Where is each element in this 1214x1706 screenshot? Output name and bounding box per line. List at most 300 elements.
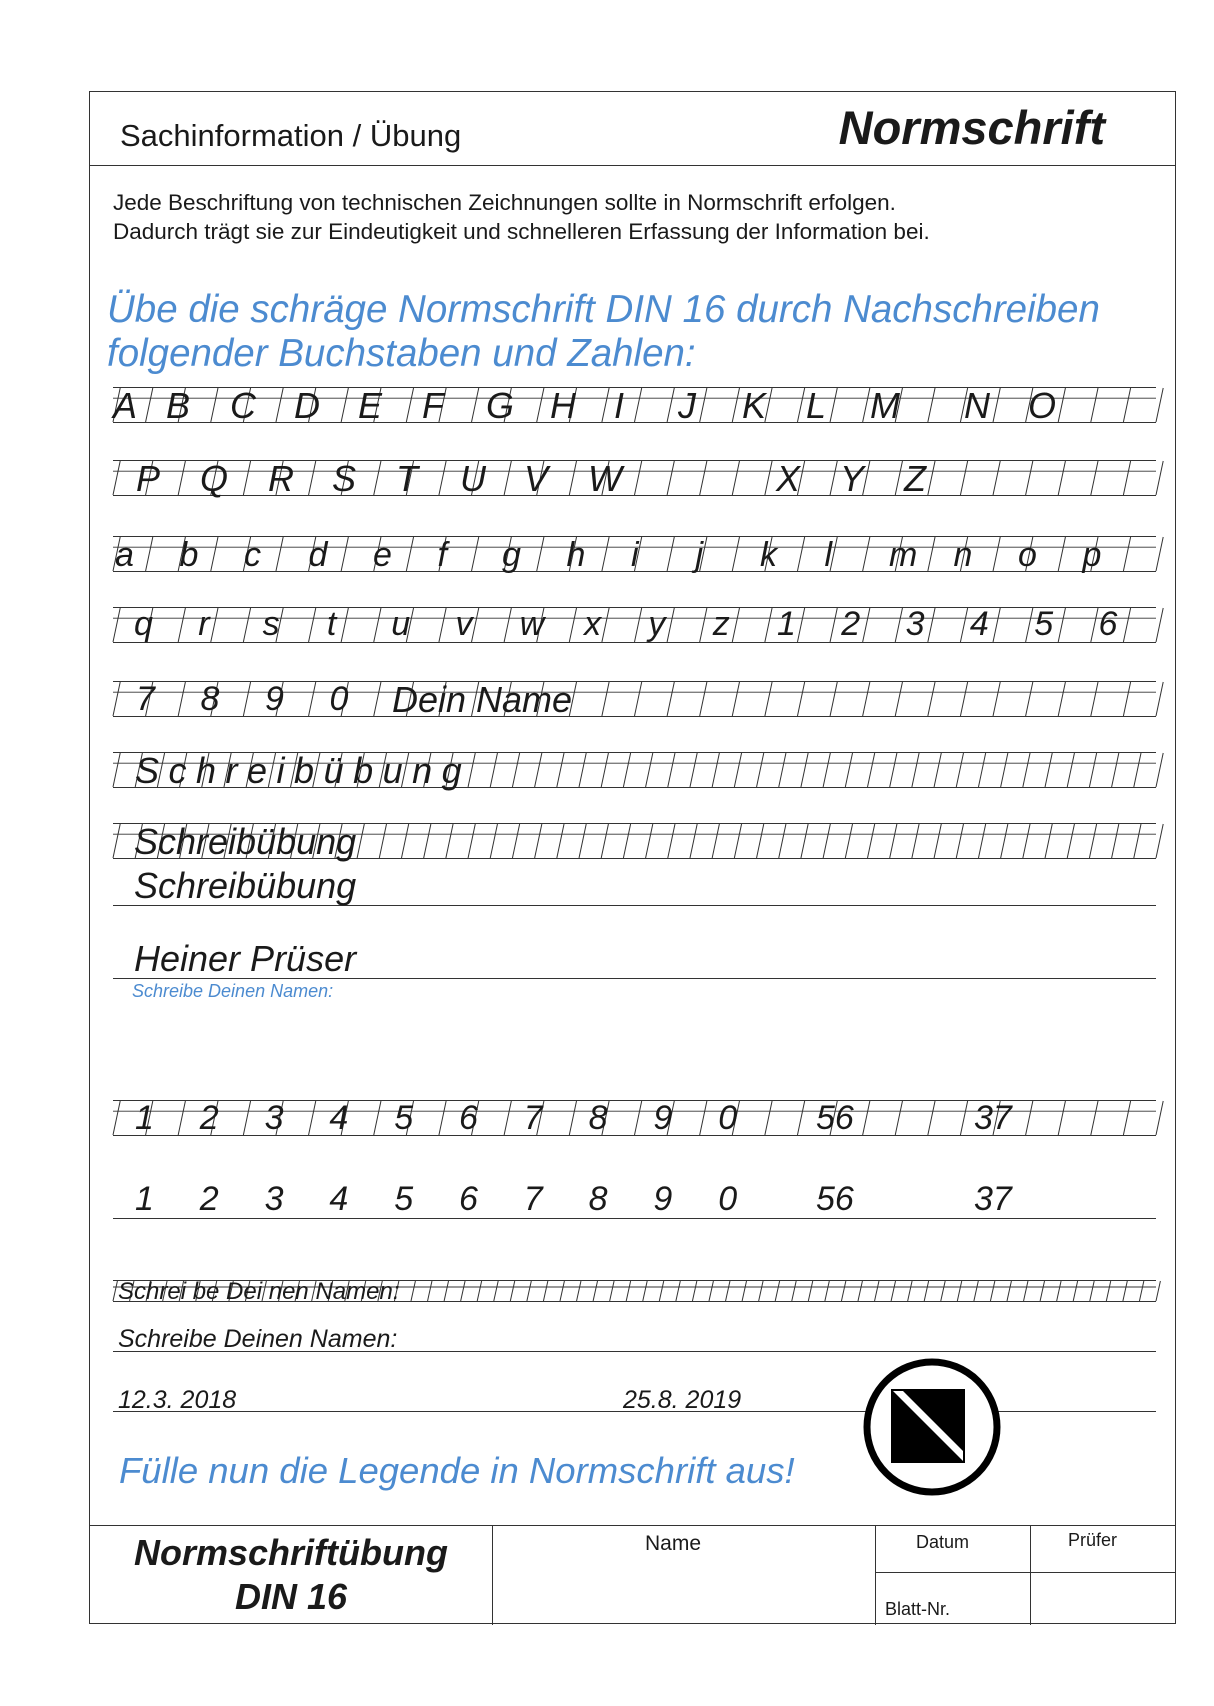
guide-line: [779, 753, 786, 787]
practice-char: h: [566, 536, 586, 574]
guide-line: [797, 1101, 804, 1135]
guide-line: [956, 753, 963, 787]
guide-line: [1091, 1101, 1098, 1135]
practice-char: D: [294, 385, 320, 426]
practice-char: I: [614, 385, 625, 426]
guide-line: [211, 537, 218, 571]
guide-line: [659, 1281, 663, 1301]
guide-line: [1134, 824, 1141, 858]
guide-line: [993, 537, 1000, 571]
guide-line: [779, 824, 786, 858]
guide-line: [1156, 608, 1163, 642]
guide-line: [700, 682, 707, 716]
guide-line: [978, 753, 985, 787]
guide-line: [912, 753, 919, 787]
guide-line: [411, 1281, 415, 1301]
guide-line: [309, 608, 316, 642]
practice-small-text-underlined: Schreibe Deinen Namen:: [118, 1325, 398, 1353]
guide-line: [635, 682, 642, 716]
guide-line: [1001, 824, 1008, 858]
guide-line: [875, 1281, 879, 1301]
guide-line: [868, 753, 875, 787]
practice-digit: 1: [135, 1180, 154, 1218]
guide-line: [504, 461, 511, 495]
practice-char: 0: [329, 680, 349, 718]
guide-line: [211, 388, 218, 422]
practice-char: u: [391, 605, 411, 643]
guide-line: [863, 1101, 870, 1135]
guide-line: [341, 537, 348, 571]
guide-line: [868, 824, 875, 858]
practice-char: P: [136, 458, 161, 499]
practice-char: K: [742, 385, 767, 426]
practice-digit: 0: [718, 1180, 738, 1218]
guide-line: [1058, 682, 1065, 716]
legend-block: [90, 1525, 1175, 1625]
guide-line: [1112, 824, 1119, 858]
guide-line: [1156, 1101, 1163, 1135]
practice-digit: 2: [199, 1099, 219, 1137]
guide-line: [732, 537, 739, 571]
guide-line: [646, 753, 653, 787]
guide-line: [667, 388, 674, 422]
practice-char: 1: [777, 605, 796, 643]
guide-line: [1001, 753, 1008, 787]
guide-line: [895, 608, 902, 642]
legend-meta-column-divider: [1030, 1526, 1031, 1625]
guide-line: [276, 537, 283, 571]
practice-char: Y: [840, 458, 865, 499]
practice-char: i: [631, 536, 639, 574]
guide-line: [309, 682, 316, 716]
practice-char: 7: [136, 680, 155, 718]
practice-char: F: [422, 385, 444, 426]
practice-char: z: [712, 605, 730, 643]
practice-char: C: [230, 385, 256, 426]
guide-line: [341, 388, 348, 422]
guide-line: [1089, 824, 1096, 858]
practice-char: 3: [905, 605, 925, 643]
guide-line: [1106, 1281, 1110, 1301]
guide-line: [1040, 1281, 1044, 1301]
practice-char: t: [326, 605, 337, 643]
guide-line: [113, 1101, 120, 1135]
guide-line: [401, 824, 408, 858]
guide-line: [668, 824, 675, 858]
guide-line: [690, 753, 697, 787]
guide-line: [700, 1101, 707, 1135]
guide-line: [1123, 388, 1130, 422]
practice-char: 6: [1098, 605, 1118, 643]
practice-digit: 6: [459, 1180, 478, 1218]
practice-char: H: [550, 385, 576, 426]
guide-line: [993, 608, 1000, 642]
practice-char: E: [358, 385, 383, 426]
guide-line: [146, 537, 153, 571]
practice-word: Schreibübung: [134, 821, 357, 862]
guide-line: [494, 1281, 498, 1301]
practice-char: J: [678, 385, 696, 426]
practice-digit: 9: [653, 1180, 673, 1218]
practice-char: T: [396, 458, 418, 499]
guide-line: [1058, 461, 1065, 495]
practice-char: 5: [1034, 605, 1054, 643]
guide-line: [1067, 753, 1074, 787]
guide-line: [569, 1101, 576, 1135]
guide-line: [765, 461, 772, 495]
guide-line: [610, 1281, 614, 1301]
guide-line: [858, 1281, 862, 1301]
practice-char: W: [588, 458, 622, 499]
practice-word-spaced: Schreibübung: [135, 750, 472, 791]
header-divider: [90, 165, 1175, 166]
guide-line: [472, 537, 479, 571]
guide-line: [667, 608, 674, 642]
guide-line: [734, 824, 741, 858]
guide-line: [830, 388, 837, 422]
legend-title: Normschriftübung: [134, 1532, 448, 1573]
guide-line: [692, 1281, 696, 1301]
guide-line: [993, 682, 1000, 716]
guide-line: [890, 824, 897, 858]
guide-line: [602, 388, 609, 422]
guide-line: [928, 461, 935, 495]
guide-line: [1112, 753, 1119, 787]
guide-line: [527, 1281, 531, 1301]
practice-digit: 4: [329, 1180, 349, 1218]
guide-line: [601, 753, 608, 787]
guide-line: [512, 824, 519, 858]
guide-line: [113, 461, 120, 495]
guide-line: [712, 824, 719, 858]
guide-line: [635, 608, 642, 642]
practice-date-1: 12.3. 2018: [118, 1386, 237, 1414]
guide-line: [461, 1281, 465, 1301]
guide-line: [623, 824, 630, 858]
practice-digit: 9: [653, 1099, 673, 1137]
task-line-1: Übe die schräge Normschrift DIN 16 durch Nachschreiben: [107, 288, 1100, 331]
practice-char: L: [806, 385, 827, 426]
guide-line: [646, 824, 653, 858]
practice-char: Z: [904, 458, 926, 499]
worksheet-frame: [89, 91, 1176, 1624]
practice-char: e: [373, 536, 392, 574]
practice-number: 37: [974, 1180, 1012, 1218]
guide-line: [1089, 753, 1096, 787]
guide-line: [113, 1281, 117, 1301]
guide-line: [960, 608, 967, 642]
legend-name-cell[interactable]: [493, 1526, 876, 1625]
guide-line: [439, 1101, 446, 1135]
guide-line: [178, 1101, 185, 1135]
guide-line: [960, 682, 967, 716]
guide-line: [178, 682, 185, 716]
legend-title-cell: [90, 1526, 493, 1625]
guide-line: [472, 388, 479, 422]
intro-line-2: Dadurch trägt sie zur Eindeutigkeit und schnelleren Erfassung der Information bei.: [113, 219, 930, 244]
legend-name-label: Name: [645, 1532, 702, 1555]
guide-line: [934, 753, 941, 787]
guide-line: [178, 608, 185, 642]
guide-line: [1156, 753, 1163, 787]
guide-line: [759, 1281, 763, 1301]
guide-line: [357, 824, 364, 858]
practice-char: X: [776, 458, 801, 499]
guide-line: [895, 461, 902, 495]
guide-line: [974, 1281, 978, 1301]
name-hint: Schreibe Deinen Namen:: [132, 981, 334, 1001]
guide-line: [510, 1281, 514, 1301]
intro-line-1: Jede Beschriftung von technischen Zeichnungen sollte in Normschrift erfolgen.: [113, 190, 896, 215]
guide-line: [823, 824, 830, 858]
guide-line: [1045, 824, 1052, 858]
guide-line: [726, 1281, 730, 1301]
guide-line: [941, 1281, 945, 1301]
guide-line: [569, 461, 576, 495]
guide-line: [1026, 608, 1033, 642]
guide-line: [444, 1281, 448, 1301]
guide-line: [734, 753, 741, 787]
guide-line: [1091, 608, 1098, 642]
guide-line: [1090, 1281, 1094, 1301]
practice-char: a: [115, 536, 134, 574]
legend-date-label: Datum: [916, 1532, 970, 1552]
practice-small-text: Schrei be Dei nen Namen:: [118, 1278, 400, 1305]
practice-char: 4: [969, 605, 989, 643]
guide-line: [428, 1281, 432, 1301]
guide-line: [1156, 537, 1163, 571]
guide-line: [374, 1101, 381, 1135]
practice-digit: 5: [394, 1099, 414, 1137]
practice-char: Q: [200, 458, 229, 499]
guide-line: [990, 1281, 994, 1301]
guide-line: [439, 461, 446, 495]
guide-line: [1058, 1101, 1065, 1135]
guide-line: [374, 608, 381, 642]
guide-line: [243, 461, 250, 495]
guide-line: [1057, 1281, 1061, 1301]
guide-line: [830, 608, 837, 642]
legend-checker-label: Prüfer: [1068, 1530, 1118, 1550]
no-entry-style-logo-icon: [862, 1357, 1002, 1497]
guide-line: [830, 682, 837, 716]
guide-line: [1156, 1281, 1160, 1301]
guide-line: [602, 682, 609, 716]
guide-line: [978, 824, 985, 858]
guide-line: [797, 388, 804, 422]
guide-line: [957, 1281, 961, 1301]
guide-line: [579, 753, 586, 787]
practice-char: d: [308, 536, 328, 574]
practice-char: b: [179, 536, 199, 574]
guide-line: [113, 608, 120, 642]
guide-line: [700, 608, 707, 642]
guide-line: [742, 1281, 746, 1301]
guide-line: [243, 608, 250, 642]
guide-line: [801, 824, 808, 858]
guide-line: [928, 608, 935, 642]
practice-char: f: [437, 536, 447, 574]
guide-line: [1058, 537, 1065, 571]
guide-line: [797, 537, 804, 571]
practice-char: g: [502, 536, 521, 574]
guide-line: [424, 824, 431, 858]
guide-line: [560, 1281, 564, 1301]
guide-line: [1091, 682, 1098, 716]
practice-char: o: [1018, 536, 1037, 574]
guide-line: [406, 537, 413, 571]
guide-line: [1091, 388, 1098, 422]
guide-line: [1058, 388, 1065, 422]
practice-digit: 8: [588, 1099, 608, 1137]
guide-line: [309, 1101, 316, 1135]
guide-line: [830, 461, 837, 495]
guide-line: [797, 682, 804, 716]
practice-char: 2: [841, 605, 861, 643]
guide-line: [537, 388, 544, 422]
guide-line: [841, 1281, 845, 1301]
guide-line: [1123, 537, 1130, 571]
guide-line: [1067, 824, 1074, 858]
guide-line: [379, 824, 386, 858]
guide-line: [908, 1281, 912, 1301]
guide-line: [557, 824, 564, 858]
guide-line: [960, 461, 967, 495]
guide-line: [712, 753, 719, 787]
guide-line: [863, 537, 870, 571]
practice-digit: 7: [523, 1099, 543, 1137]
guide-line: [276, 388, 283, 422]
guide-line: [1156, 682, 1163, 716]
practice-digit: 3: [264, 1180, 284, 1218]
guide-line: [845, 824, 852, 858]
task-line-2: folgender Buchstaben und Zahlen:: [107, 332, 696, 375]
practice-date-2: 25.8. 2019: [623, 1386, 742, 1414]
guide-line: [960, 1101, 967, 1135]
guide-line: [309, 461, 316, 495]
practice-char: p: [1082, 536, 1102, 574]
guide-line: [211, 608, 218, 642]
guide-line: [823, 753, 830, 787]
guide-line: [757, 753, 764, 787]
guide-line: [1026, 461, 1033, 495]
practice-char: R: [268, 458, 294, 499]
practice-char: q: [134, 605, 153, 643]
guide-line: [863, 608, 870, 642]
practice-digit: 0: [718, 1099, 738, 1137]
guide-line: [732, 461, 739, 495]
guide-line: [808, 1281, 812, 1301]
guide-line: [146, 388, 153, 422]
guide-line: [801, 753, 808, 787]
guide-line: [113, 824, 120, 858]
guide-line: [1024, 1281, 1028, 1301]
practice-char: s: [262, 605, 280, 643]
guide-line: [569, 608, 576, 642]
guide-line: [243, 682, 250, 716]
practice-char: 8: [200, 680, 220, 718]
practice-char: c: [244, 536, 261, 574]
practice-digit: 2: [199, 1180, 219, 1218]
guide-line: [1058, 608, 1065, 642]
guide-line: [178, 461, 185, 495]
practice-char: j: [695, 536, 704, 574]
guide-line: [775, 1281, 779, 1301]
guide-line: [993, 461, 1000, 495]
practice-char: 9: [265, 680, 284, 718]
practice-number: 56: [816, 1099, 854, 1137]
guide-line: [635, 461, 642, 495]
guide-line: [845, 753, 852, 787]
guide-line: [1023, 753, 1030, 787]
guide-line: [535, 753, 542, 787]
guide-line: [626, 1281, 630, 1301]
guide-line: [700, 461, 707, 495]
guide-line: [890, 753, 897, 787]
guide-line: [439, 608, 446, 642]
guide-line: [765, 682, 772, 716]
practice-digit: 8: [588, 1180, 608, 1218]
guide-line: [490, 753, 497, 787]
guide-line: [113, 682, 120, 716]
guide-line: [863, 388, 870, 422]
guide-line: [928, 537, 935, 571]
final-task: Fülle nun die Legende in Normschrift aus!: [119, 1450, 795, 1491]
guide-line: [374, 682, 381, 716]
practice-name-underlined: Heiner Prüser: [134, 938, 357, 979]
guide-line: [1134, 753, 1141, 787]
guide-line: [446, 824, 453, 858]
guide-line: [1156, 388, 1163, 422]
practice-char: N: [964, 385, 990, 426]
guide-line: [934, 824, 941, 858]
guide-line: [1123, 682, 1130, 716]
guide-line: [1026, 1101, 1033, 1135]
guide-line: [602, 608, 609, 642]
guide-line: [924, 1281, 928, 1301]
guide-line: [1123, 1281, 1127, 1301]
guide-line: [928, 1101, 935, 1135]
guide-line: [537, 537, 544, 571]
practice-number: 37: [974, 1099, 1012, 1137]
guide-line: [797, 608, 804, 642]
practice-char: A: [113, 385, 138, 426]
practice-row-uppercase-1: [113, 385, 1156, 426]
practice-char: k: [760, 536, 777, 574]
guide-line: [243, 1101, 250, 1135]
guide-line: [668, 753, 675, 787]
guide-line: [1123, 461, 1130, 495]
guide-line: [341, 608, 348, 642]
guide-line: [1123, 1101, 1130, 1135]
guide-line: [1026, 682, 1033, 716]
sheet-title: Normschrift: [838, 101, 1105, 154]
guide-line: [374, 461, 381, 495]
guide-line: [928, 388, 935, 422]
guide-line: [825, 1281, 829, 1301]
guide-line: [601, 824, 608, 858]
guide-line: [477, 1281, 481, 1301]
guide-line: [406, 388, 413, 422]
practice-char: v: [455, 605, 473, 643]
guide-line: [1156, 824, 1163, 858]
guide-line: [1007, 1281, 1011, 1301]
practice-digit: 3: [264, 1099, 284, 1137]
guide-line: [1156, 461, 1163, 495]
guide-line: [543, 1281, 547, 1301]
guide-line: [676, 1281, 680, 1301]
guide-line: [1073, 1281, 1077, 1301]
